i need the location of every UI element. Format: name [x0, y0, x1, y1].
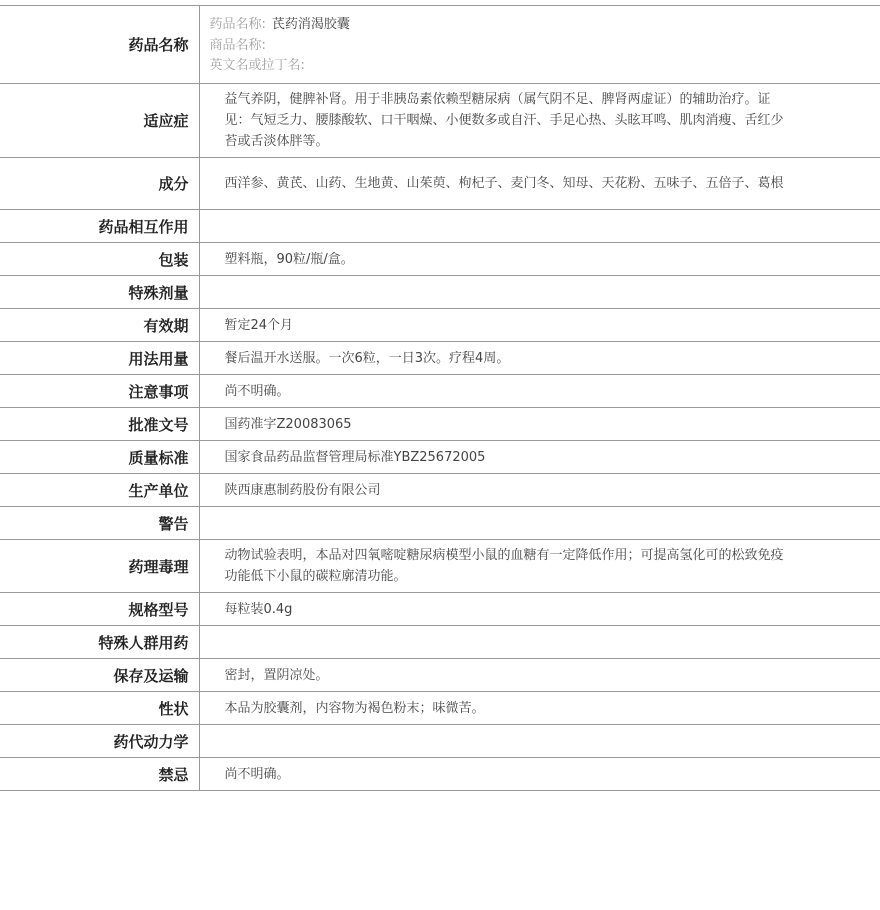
generic-name-line: [210, 15, 871, 36]
row-label: 注意事项: [0, 375, 199, 408]
table-row: [0, 692, 880, 725]
row-label: 禁忌: [0, 758, 199, 791]
row-label: 性状: [0, 692, 199, 725]
table-row: [0, 158, 880, 210]
row-value: 国家食品药品监督管理局标准YBZ25672005: [199, 441, 880, 474]
row-value: 西洋参、黄芪、山药、生地黄、山茱萸、枸杞子、麦门冬、知母、天花粉、五味子、五倍子、葛根: [199, 158, 880, 210]
row-value: 动物试验表明，本品对四氧嘧啶糖尿病模型小鼠的血糖有一定降低作用；可提高氢化可的松致免疫功能低下小鼠的碳粒廓清功能。: [199, 540, 880, 593]
row-value: 密封，置阴凉处。: [199, 659, 880, 692]
table-row: [0, 342, 880, 375]
row-value: [199, 626, 880, 659]
table-row: [0, 441, 880, 474]
row-label: 有效期: [0, 309, 199, 342]
row-value: [199, 507, 880, 540]
row-label: 特殊剂量: [0, 276, 199, 309]
table-row: [0, 540, 880, 593]
table-row: [0, 507, 880, 540]
row-label: 药代动力学: [0, 725, 199, 758]
row-value: 益气养阴，健脾补肾。用于非胰岛素依赖型糖尿病（属气阴不足、脾肾两虚证）的辅助治疗。证见：气短乏力、腰膝酸软、口干咽燥、小便数多或自汗、手足心热、头眩耳鸣、肌肉消瘦、舌红少苔或舌淡体胖等。: [199, 84, 880, 158]
english-name-line: [210, 56, 871, 77]
row-label: 用法用量: [0, 342, 199, 375]
row-label: 药理毒理: [0, 540, 199, 593]
row-value: 国药准字Z20083065: [199, 408, 880, 441]
row-label: 保存及运输: [0, 659, 199, 692]
row-label: 批准文号: [0, 408, 199, 441]
english-name-label: 英文名或拉丁名:: [209, 58, 305, 74]
generic-name-value: 芪药消渴胶囊: [271, 17, 350, 33]
row-drug-name: [0, 6, 880, 84]
row-value: 塑料瓶，90粒/瓶/盒。: [199, 243, 880, 276]
row-value: 餐后温开水送服。一次6粒，一日3次。疗程4周。: [199, 342, 880, 375]
row-label: 生产单位: [0, 474, 199, 507]
table-row: [0, 84, 880, 158]
trade-name-line: [210, 36, 871, 57]
table-row: [0, 408, 880, 441]
table-row: [0, 474, 880, 507]
row-value: [199, 725, 880, 758]
table-row: [0, 243, 880, 276]
row-value: 陕西康惠制药股份有限公司: [199, 474, 880, 507]
row-label: 质量标准: [0, 441, 199, 474]
drug-info-body: [0, 6, 880, 791]
generic-name-label: 药品名称:: [209, 17, 266, 33]
drug-name-cell: [199, 6, 880, 84]
row-value: 暂定24个月: [199, 309, 880, 342]
row-value: 尚不明确。: [199, 375, 880, 408]
row-value: 每粒装0.4g: [199, 593, 880, 626]
row-value: [199, 276, 880, 309]
row-label: 规格型号: [0, 593, 199, 626]
table-row: [0, 276, 880, 309]
table-row: [0, 210, 880, 243]
row-label: 适应症: [0, 84, 199, 158]
row-label-drug-name: 药品名称: [0, 6, 199, 84]
row-value: [199, 210, 880, 243]
row-label: 药品相互作用: [0, 210, 199, 243]
row-value: 尚不明确。: [199, 758, 880, 791]
table-row: [0, 593, 880, 626]
row-label: 特殊人群用药: [0, 626, 199, 659]
row-label: 包装: [0, 243, 199, 276]
table-row: [0, 659, 880, 692]
drug-info-table: [0, 5, 880, 791]
row-value: 本品为胶囊剂，内容物为褐色粉末；味微苦。: [199, 692, 880, 725]
table-row: [0, 626, 880, 659]
row-label: 成分: [0, 158, 199, 210]
row-label: 警告: [0, 507, 199, 540]
table-row: [0, 375, 880, 408]
trade-name-label: 商品名称:: [209, 37, 266, 53]
table-row: [0, 758, 880, 791]
table-row: [0, 725, 880, 758]
table-row: [0, 309, 880, 342]
